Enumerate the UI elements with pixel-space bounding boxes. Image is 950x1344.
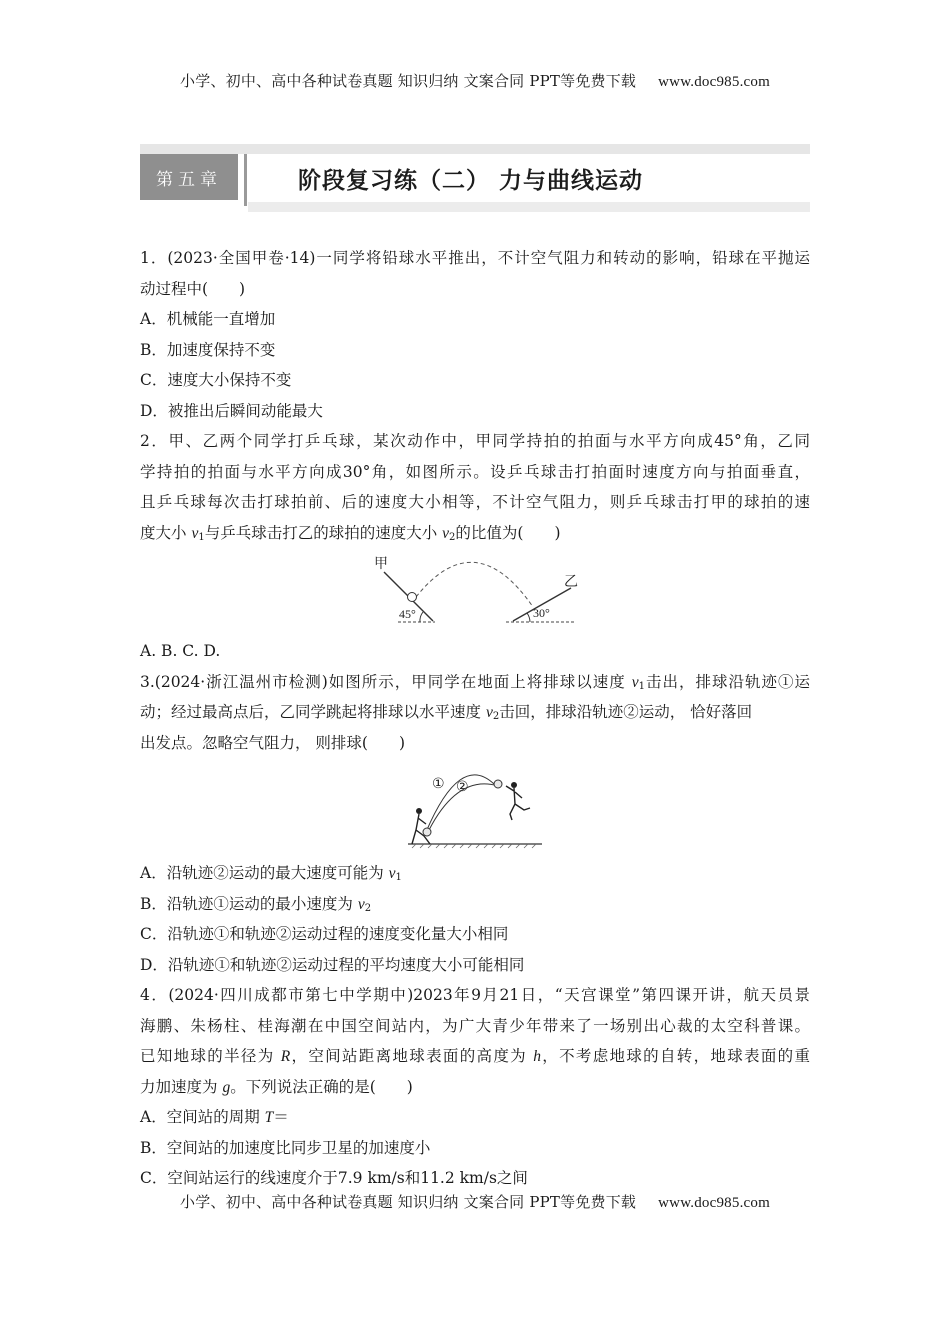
question-list <box>140 243 810 1194</box>
q1-stem-line-2: 动过程中( ) <box>140 279 246 298</box>
header-site: www.doc985.com <box>658 74 770 90</box>
q3-option-a: A．沿轨迹②运动的最大速度可能为 $v_1$ <box>140 864 402 883</box>
ball-trajectory <box>416 562 533 607</box>
ping-pong-ball <box>408 593 417 602</box>
header-text: 小学、初中、高中各种试卷真题 知识归纳 文案合同 PPT等免费下载 <box>180 72 637 90</box>
q4-option-b: B．空间站的加速度比同步卫星的加速度小 <box>140 1138 431 1157</box>
label-jia: 甲 <box>374 556 388 572</box>
player-yi-body <box>506 786 530 820</box>
label-yi: 乙 <box>564 574 578 590</box>
q2-v1-symbol: v <box>191 524 199 542</box>
ball-top <box>494 780 502 788</box>
q2-stem-line-4: 度大小 $v_1$与乒乓球击打乙的球拍的速度大小 $v_2$的比值为( ) <box>140 523 561 543</box>
q4-option-c: C．空间站运行的线速度介于7.9 km/s和11.2 km/s之间 <box>140 1169 528 1187</box>
ball-start <box>423 828 431 836</box>
chapter-banner <box>140 144 810 214</box>
q4-stem-line-2: 海鹏、朱杨柱、桂海潮在中国空间站内，为广大青少年带来了一场别出心裁的太空科普课。 <box>140 1016 810 1035</box>
q3-figure <box>140 758 810 858</box>
banner-bottom-bar <box>248 202 810 212</box>
player-yi-head <box>511 782 517 788</box>
q2-stem-line-3: 且乒乓球每次击打球拍前、后的速度大小相等，不计空气阻力，则乒乓球击打甲的球拍的速 <box>140 493 810 511</box>
banner-divider <box>244 154 247 206</box>
q4-stem-line-1: 4．(2024·四川成都市第七中学期中)2023年9月21日，“天宫课堂”第四课开讲，航天员景 <box>140 986 810 1004</box>
angle-arc-jia <box>420 612 423 622</box>
q2-v2-symbol: v <box>442 524 450 542</box>
q3-option-d: D．沿轨迹①和轨迹②运动过程的平均速度大小可能相同 <box>140 955 525 974</box>
q4-option-a: A．空间站的周期 T＝ <box>140 1108 289 1126</box>
chapter-label: 第五章 <box>140 154 238 200</box>
angle-label-jia: 45° <box>399 607 416 621</box>
q1-option-c: C．速度大小保持不变 <box>140 371 292 389</box>
q2-stem-line-2: 学持拍的拍面与水平方向成30°角，如图所示。设乒乓球击打拍面时速度方向与拍面垂直， <box>140 462 810 481</box>
q1-option-a: A．机械能一直增加 <box>140 310 276 328</box>
q3-stem-line-2: 动；经过最高点后，乙同学跳起将排球以水平速度 $v_2$击回，排球沿轨迹②运动， 恰好落回 <box>140 703 753 722</box>
q3-option-b: B．沿轨迹①运动的最小速度为 $v_2$ <box>140 894 372 914</box>
q3-stem-line-3: 出发点。忽略空气阻力， 则排球( ) <box>140 733 406 752</box>
page-footer <box>0 1191 950 1212</box>
banner-top-bar <box>140 144 810 154</box>
angle-arc-yi <box>527 613 530 622</box>
trajectory-1-label: ① <box>432 776 445 792</box>
section-title: 阶段复习练（二） 力与曲线运动 <box>298 168 644 194</box>
q4-stem-line-4: 力加速度为 g。下列说法正确的是( ) <box>140 1077 413 1096</box>
q1-option-b: B．加速度保持不变 <box>140 340 276 359</box>
q2-options: A. B. C. D. <box>140 642 221 660</box>
q1-option-d: D．被推出后瞬间动能最大 <box>140 401 323 420</box>
q2-stem-line-1: 2．甲、乙两个同学打乒乓球，某次动作中，甲同学持拍的拍面与水平方向成45°角，乙同 <box>140 432 810 450</box>
q2-figure <box>140 548 810 636</box>
player-jia-head <box>416 808 422 814</box>
ping-pong-diagram <box>140 548 810 636</box>
volleyball-diagram <box>140 758 810 858</box>
q1-stem-line-1: 1．(2023·全国甲卷·14)一同学将铅球水平推出，不计空气阻力和转动的影响，铅球在平抛运 <box>140 249 810 267</box>
footer-site: www.doc985.com <box>658 1195 770 1211</box>
q3-option-c: C．沿轨迹①和轨迹②运动过程的速度变化量大小相同 <box>140 925 509 943</box>
q3-stem-line-1: 3.(2024·浙江温州市检测)如图所示，甲同学在地面上将排球以速度 $v_1$击出，排球沿轨迹①运 <box>140 672 810 692</box>
page-header <box>0 70 950 91</box>
footer-text: 小学、初中、高中各种试卷真题 知识归纳 文案合同 PPT等免费下载 <box>180 1193 637 1211</box>
angle-label-yi: 30° <box>533 606 550 620</box>
q4-stem-line-3: 已知地球的半径为 R，空间站距离地球表面的高度为 h，不考虑地球的自转，地球表面的重 <box>140 1047 810 1065</box>
trajectory-2-label: ② <box>456 779 469 795</box>
